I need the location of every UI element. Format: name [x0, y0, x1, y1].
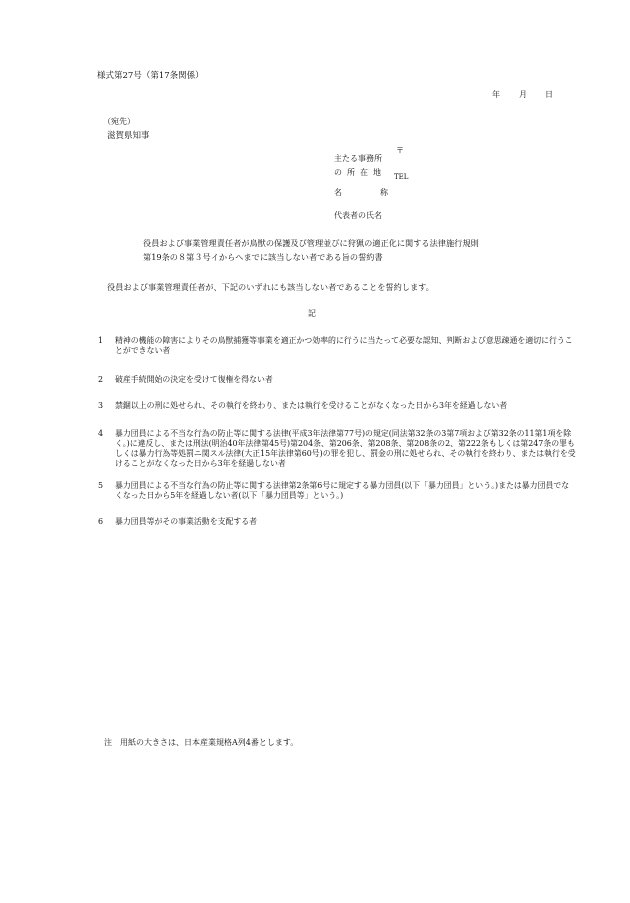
list-item-number: 3 [98, 401, 104, 410]
list-item [98, 481, 578, 503]
office-address-label-line2: の所在地 [334, 168, 386, 177]
list-item [98, 429, 578, 471]
tel-label: TEL [394, 173, 409, 181]
list-item-text: 禁錮以上の刑に処せられ、その執行を終わり、または執行を受けることがなくなった日から3年を経過しない者 [115, 401, 508, 410]
list-item-number: 1 [98, 336, 104, 345]
representative-name-label: 代表者の氏名 [334, 211, 382, 220]
ki-heading: 記 [308, 309, 316, 318]
list-item [98, 375, 578, 387]
date-year-label: 年 [492, 90, 500, 99]
form-number: 様式第27号（第17条関係） [97, 71, 204, 81]
list-item-number: 2 [98, 375, 104, 384]
list-item-number: 6 [98, 517, 104, 526]
list-item [98, 517, 578, 529]
list-item [98, 401, 578, 413]
list-item-number: 4 [98, 429, 104, 438]
addressee-label: （宛先） [103, 117, 135, 126]
addressee-name: 滋賀県知事 [107, 131, 150, 141]
footnote: 注 用紙の大きさは、日本産業規格A列4番とします。 [104, 738, 299, 747]
list-item-text: 暴力団員等がその事業活動を支配する者 [115, 517, 258, 526]
list-item-text: 暴力団員による不当な行為の防止等に関する法律(平成3年法律第77号)の規定(同法第32条の3第7項および第32条の11第1項を除く。)に違反し、または刑法(明治40年法律第45号)第204条、第206条、第208条、第208条の2、第222条もしくは第247条の罪もしくは暴力行為等処罰ニ関スル法律(大正15年法律第60号)の罪を犯し、罰金の刑に処せられ、その執行を終わり、または執行を受けることがなくなった日から3年を経過しない者 [115, 429, 576, 468]
list-item-text: 精神の機能の障害によりその鳥獣捕獲等事業を適正かつ効率的に行うに当たって必要な認知、判断および意思疎通を適切に行うことができない者 [115, 336, 573, 355]
date-line [487, 90, 562, 101]
document-title-line2: 第19条の８第３号イからへまでに該当しない者である旨の誓約書 [143, 252, 383, 262]
document-title-line1: 役員および事業管理責任者が鳥獣の保護及び管理並びに狩猟の適正化に関する法律施行規則 [143, 238, 479, 248]
organization-name-label-char1: 名 [334, 188, 342, 197]
postal-mark: 〒 [396, 146, 404, 155]
organization-name-label-char2: 称 [380, 188, 388, 197]
list-item-number: 5 [98, 481, 104, 490]
list-item [98, 336, 578, 358]
list-item-text: 破産手続開始の決定を受けて復権を得ない者 [115, 375, 273, 384]
date-day-label: 日 [545, 90, 553, 99]
date-month-label: 月 [519, 90, 527, 99]
pledge-statement: 役員および事業管理責任者が、下記のいずれにも該当しない者であることを誓約します。 [107, 282, 434, 292]
list-item-text: 暴力団員による不当な行為の防止等に関する法律第2条第6号に規定する暴力団員(以下「暴力団員」という。)または暴力団員でなくなった日から5年を経過しない者(以下「暴力団員等」という。) [115, 481, 570, 500]
office-address-label-line1: 主たる事務所 [334, 154, 382, 163]
